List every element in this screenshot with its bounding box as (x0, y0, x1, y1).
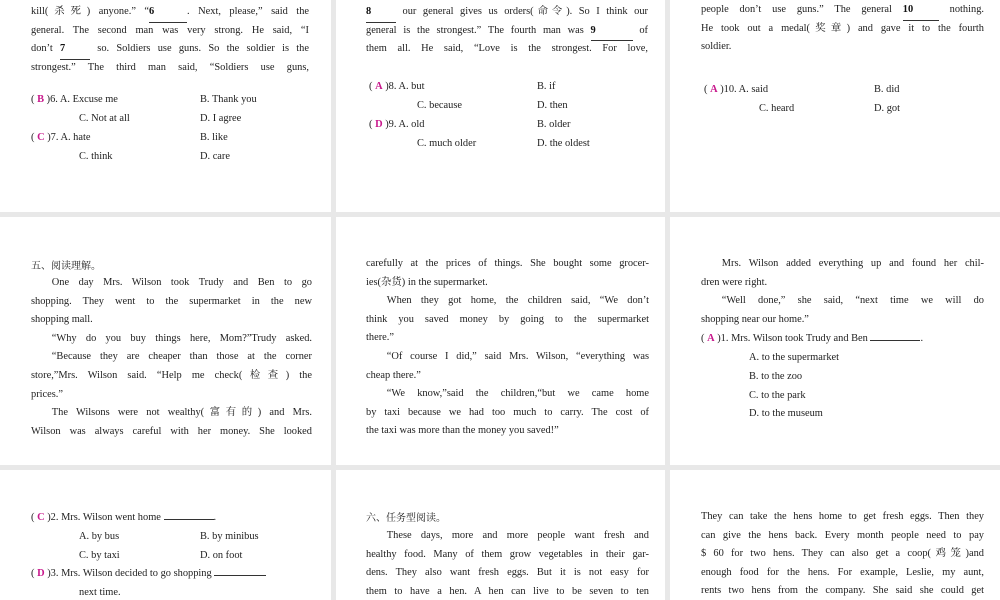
text-line: The Wilsons were not wealthy(富有的) and Mrs. (51, 407, 312, 419)
panel-cloze-part3 (670, 0, 1000, 212)
option-r2b: B. by minibus (200, 531, 259, 542)
answer-blank (164, 519, 214, 520)
cloze-text-2 (366, 3, 648, 59)
text-line: enough food for the hens. For example, Leslie, my aunt, (701, 566, 984, 578)
answer-r2: C (37, 512, 45, 523)
panel-task-reading-part1 (336, 470, 665, 600)
option-6d: D. I agree (200, 113, 242, 124)
question-8: ( A )8. A. but (369, 81, 425, 92)
cloze-text-1 (31, 3, 309, 77)
text-line: soldier. (701, 41, 732, 53)
text-line: dren were right. (701, 276, 768, 288)
text-line: them all. He said, “Love is the strongest. For love, (366, 43, 648, 55)
question-r1: ( A )1. Mrs. Wilson took Trudy and Ben . (701, 333, 924, 344)
blank-6: 6 (149, 3, 187, 23)
option-r1c: C. to the park (749, 390, 806, 401)
text-line: carefully at the prices of things. She bought some grocer- (366, 258, 649, 269)
answer-7: C (37, 132, 45, 143)
option-r2d: D. on foot (200, 550, 243, 561)
panel-reading-part2 (336, 217, 665, 465)
text-line: dens. They also want fresh eggs. But it is not easy for (366, 567, 649, 579)
question-r3-continued: next time. (79, 587, 121, 598)
option-r2c: C. by taxi (79, 550, 120, 561)
option-7b: B. like (200, 132, 228, 143)
question-9: ( D )9. A. old (369, 119, 425, 130)
blank-8: 8 (366, 3, 396, 23)
text-line: Mrs. Wilson added everything up and found her chil- (721, 258, 984, 269)
panel-cloze-part2 (336, 0, 665, 212)
text-line: store,”Mrs. Wilson said. “Help me check(检查) the (31, 369, 312, 381)
panel-task-reading-part2 (670, 470, 1000, 600)
answer-r3: D (37, 568, 45, 579)
text-line: kill(杀死) anyone.” “6 . Next, please,” said the (31, 3, 309, 22)
text-line: can give the hens back. Every month people need to pay (701, 529, 984, 541)
text-line: don’t 7 so. Soldiers use guns. So the soldier is the (31, 40, 309, 59)
text-line: One day Mrs. Wilson took Trudy and Ben to go (51, 277, 312, 288)
text-line: think you saved money by going to the supermarket (366, 313, 649, 325)
text-line: He took out a medal(奖章) and gave it to the fourth (701, 22, 984, 34)
option-9b: B. older (537, 119, 571, 130)
answer-6: B (37, 94, 44, 105)
answer-blank (214, 575, 266, 576)
panel-reading-questions (0, 470, 331, 600)
option-7c: C. think (79, 151, 113, 162)
answer-blank (870, 340, 920, 341)
panel-cloze-part1 (0, 0, 331, 212)
text-line: When they got home, the children said, “We don’t (386, 295, 649, 307)
option-9c: C. much older (417, 138, 477, 149)
text-line: strongest.” The third man said, “Soldiers use guns, (31, 61, 309, 73)
option-9d: D. the oldest (537, 138, 590, 149)
task-text-2 (701, 508, 984, 600)
section-heading-reading: 五、阅读理解。 (31, 261, 101, 272)
text-line: ies(杂货) in the supermarket. (366, 276, 488, 288)
option-r1d: D. to the museum (749, 408, 823, 419)
text-line: “Because they are cheaper than those at the corner (51, 351, 312, 363)
question-r2: ( C )2. Mrs. Wilson went home . (31, 512, 217, 523)
option-r1b: B. to the zoo (749, 371, 803, 382)
text-line: “Of course I did,” said Mrs. Wilson, “everything was (386, 350, 649, 362)
task-text-1 (366, 527, 649, 600)
option-8d: D. then (537, 100, 568, 111)
option-6b: B. Thank you (200, 94, 257, 105)
option-6c: C. Not at all (79, 113, 130, 124)
option-10c: C. heard (759, 103, 795, 114)
blank-10: 10 (903, 1, 939, 21)
text-line: “We know,”said the children,“but we came home (386, 388, 649, 400)
blank-9: 9 (591, 22, 633, 42)
answer-9: D (375, 119, 383, 130)
option-7d: D. care (200, 151, 230, 162)
answer-r1: A (707, 333, 715, 344)
option-10b: B. did (874, 84, 900, 95)
text-line: people don’t use guns.” The general 10 nothing. (701, 1, 984, 20)
text-line: them to have a hen. A hen can live to be seven to ten (366, 585, 649, 597)
text-line: healthy food. Many of them grow vegetables in their gar- (366, 548, 649, 560)
text-line: shopping mall. (31, 314, 93, 326)
option-8b: B. if (537, 81, 556, 92)
option-r1a: A. to the supermarket (749, 352, 840, 363)
text-line: cheap there.” (366, 369, 421, 381)
option-r2a: A. by bus (79, 531, 120, 542)
text-line: by taxi because we had too much to carry. The cost of (366, 406, 649, 418)
reading-text-1 (31, 274, 312, 441)
text-line: general. The second man was very strong. He said, “I (31, 24, 309, 36)
panel-reading-part3 (670, 217, 1000, 465)
text-line: there.” (366, 332, 394, 344)
text-line: shopping near our home.” (701, 313, 809, 325)
section-heading-task-reading: 六、任务型阅读。 (366, 513, 446, 524)
text-line: $ 60 for two hens. They can also get a coop(鸡笼)and (701, 548, 984, 560)
text-line: They can take the hens home to get fresh eggs. Then they (701, 511, 984, 522)
text-line: “Why do you buy things here, Mom?”Trudy asked. (51, 332, 312, 344)
answer-10: A (710, 84, 718, 95)
panel-reading-part1 (0, 217, 331, 465)
question-6: ( B )6. A. Excuse me (31, 94, 118, 105)
option-10d: D. got (874, 103, 900, 114)
text-line: “Well done,” she said, “next time we will do (721, 295, 984, 307)
question-r3: ( D )3. Mrs. Wilson decided to go shopping (31, 565, 266, 584)
question-10: ( A )10. A. said (704, 84, 769, 95)
text-line: These days, more and more people want fresh and (386, 530, 649, 541)
blank-7: 7 (60, 40, 90, 60)
reading-text-3 (701, 255, 984, 329)
question-7: ( C )7. A. hate (31, 132, 91, 143)
text-line: rents two hens from the company. She said she could get (701, 585, 984, 597)
text-line: prices.” (31, 388, 64, 400)
text-line: general is the strongest.” The fourth man was 9 of (366, 22, 648, 41)
cloze-text-3 (701, 1, 984, 57)
text-line: 8 our general gives us orders(命令). So I think our (366, 3, 648, 22)
answer-8: A (375, 81, 383, 92)
text-line: Wilson was always careful with her money. She looked (31, 425, 312, 437)
text-line: shopping. They went to the supermarket in the new (31, 295, 312, 307)
option-8c: C. because (417, 100, 463, 111)
reading-text-2 (366, 255, 649, 441)
text-line: the taxi was more than the money you saved!” (366, 425, 559, 437)
